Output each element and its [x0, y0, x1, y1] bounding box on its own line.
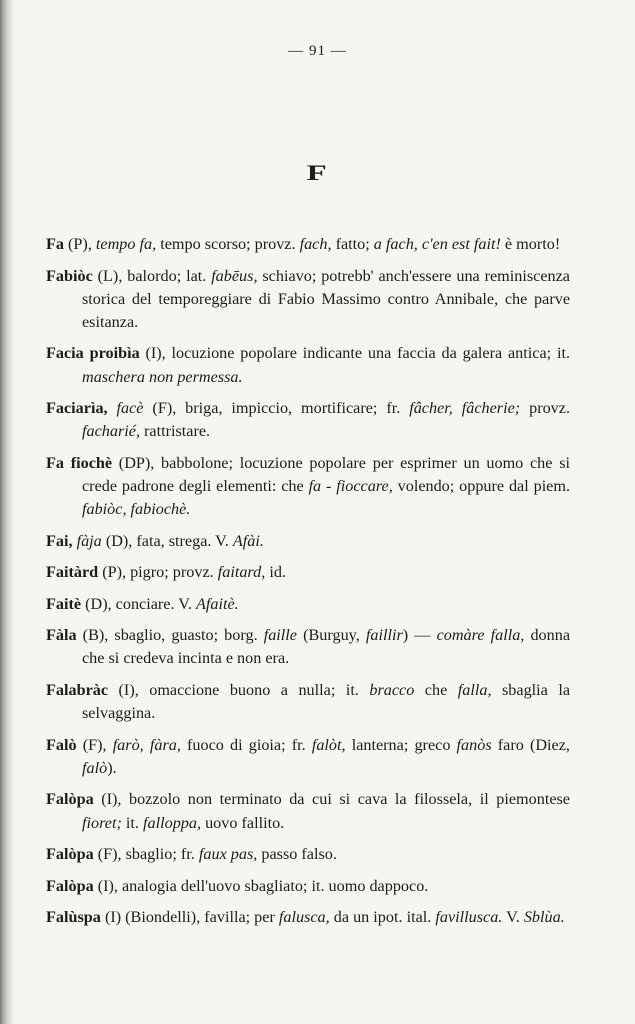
entry-italic-text: faitard, — [217, 563, 266, 582]
entry-text: (F), — [76, 735, 113, 754]
book-spine-shadow — [0, 0, 14, 1024]
entry-italic-text: a fach, c'en est fait! — [373, 235, 501, 253]
entry-text: (B), sbaglio, guasto; borg. — [76, 626, 264, 645]
entry-headword: Falòpa — [46, 845, 94, 864]
entry-italic-text: faille — [263, 626, 297, 645]
dictionary-entry — [46, 788, 570, 834]
entry-headword: Faitàrd — [46, 563, 99, 582]
dictionary-entry — [46, 624, 570, 670]
entry-italic-text: falò — [82, 758, 108, 777]
entry-headword: Fai, — [46, 531, 73, 550]
entry-text: (L), balordo; lat. — [92, 266, 212, 285]
entry-headword: Fàla — [46, 626, 77, 645]
entry-italic-text: fâcher, fâcherie; — [409, 399, 521, 418]
entry-italic-text: falusca, — [278, 908, 330, 927]
entry-text: (F), briga, impiccio, mortificare; fr. — [143, 399, 410, 418]
dictionary-entry — [46, 233, 570, 256]
entry-italic-text: tempo fa, — [95, 235, 157, 253]
entry-headword: Falabràc — [46, 680, 109, 699]
entry-text: V. — [502, 908, 524, 927]
entry-italic-text: fàja — [76, 531, 102, 550]
entry-text: (D), conciare. V. — [81, 594, 196, 613]
entry-text: volendo; oppure dal piem. — [392, 477, 571, 496]
dictionary-entry — [46, 530, 570, 553]
entry-italic-text: fabēus, — [211, 266, 258, 285]
entry-headword: Facia proibìa — [46, 344, 140, 363]
entry-italic-text: facè — [116, 399, 144, 418]
entry-text: fatto; — [331, 235, 374, 253]
entry-italic-text: falòt, — [311, 735, 346, 754]
entry-text: tempo scorso; provz. — [156, 235, 300, 253]
entry-italic-text: Sblùa. — [523, 908, 565, 927]
entry-italic-text: fabiòc, fabiochè. — [82, 500, 191, 519]
entry-text: (F), sbaglio; fr. — [93, 845, 199, 864]
dictionary-entry — [46, 906, 570, 929]
entry-headword: Faciarìa, — [46, 399, 108, 418]
dictionary-entry — [46, 397, 570, 443]
entry-text: è morto! — [500, 235, 561, 253]
entry-text — [108, 399, 117, 417]
entry-text: schiavo; potrebb' anch'essere una reminiscenza storica del temporeggiare di Fabio Massimo contro Annibale, che parve esitanza. — [82, 266, 570, 331]
entry-italic-text: falla, — [457, 680, 492, 699]
entry-headword: Fa fiochè — [46, 453, 113, 472]
entry-text: lanterna; greco — [345, 735, 457, 754]
dictionary-entry — [46, 875, 570, 898]
page-number: — 91 — — [288, 43, 347, 59]
entry-headword: Fa — [46, 235, 64, 253]
dictionary-entries — [46, 233, 570, 938]
entry-italic-text: faillir — [365, 626, 403, 645]
entry-text: (I), bozzolo non terminato da cui si cava la filossela, il piemontese — [93, 790, 570, 809]
entry-text: sbaglia la selvaggina. — [82, 680, 571, 723]
dictionary-entry — [46, 265, 570, 335]
dictionary-entry — [46, 561, 570, 584]
entry-text: (I), omaccione buono a nulla; it. — [108, 680, 370, 699]
entry-text: id. — [265, 563, 286, 582]
entry-text: (I), locuzione popolare indicante una faccia da galera antica; it. — [139, 344, 570, 363]
entry-text: (D), fata, strega. V. — [101, 531, 233, 550]
entry-text: (P), — [63, 235, 96, 253]
entry-italic-text: falloppa, — [143, 813, 202, 832]
entry-text: ) — — [402, 626, 437, 645]
entry-italic-text: maschera non permessa. — [82, 367, 243, 386]
entry-italic-text: farò, fàra, — [112, 735, 181, 754]
entry-italic-text: faux pas, — [198, 845, 258, 864]
entry-text: donna che si credeva incinta e non era. — [82, 626, 571, 668]
entry-text: passo falso. — [257, 845, 337, 864]
entry-text: it. — [121, 813, 144, 832]
entry-headword: Faitè — [46, 594, 82, 613]
entry-italic-text: favillusca. — [435, 908, 503, 927]
entry-text: ). — [107, 758, 117, 777]
dictionary-entry — [46, 452, 570, 522]
entry-text: da un ipot. ital. — [329, 908, 436, 927]
entry-headword: Falòpa — [46, 790, 94, 809]
dictionary-entry — [46, 679, 570, 725]
dictionary-entry — [46, 843, 570, 866]
entry-italic-text: fach, — [299, 235, 332, 253]
entry-headword: Falòpa — [46, 876, 94, 895]
entry-italic-text: fanòs — [456, 735, 492, 754]
entry-text: (DP), babbolone; locuzione popolare per esprimer un uomo che si crede padrone degli elementi: che — [82, 453, 570, 496]
entry-text: fuoco di gioia; fr. — [180, 735, 312, 754]
entry-text: faro (Diez, — [491, 735, 570, 754]
entry-italic-text: Afài. — [232, 531, 264, 550]
entry-italic-text: Afaitè. — [196, 594, 239, 613]
entry-headword: Fabiòc — [46, 266, 93, 285]
section-letter-heading: F — [306, 160, 329, 185]
entry-text: (Burguy, — [297, 626, 366, 645]
entry-text: rattristare. — [140, 422, 211, 441]
entry-text: (I) (Biondelli), favilla; per — [100, 908, 279, 927]
dictionary-entry — [46, 593, 570, 616]
entry-italic-text: fioret; — [82, 813, 122, 832]
entry-italic-text: comàre falla, — [436, 626, 525, 645]
entry-text: uovo fallito. — [201, 813, 285, 832]
entry-text: (I), analogia dell'uovo sbagliato; it. uomo dappoco. — [93, 876, 429, 895]
entry-text: che — [414, 680, 458, 699]
entry-text: provz. — [520, 399, 570, 418]
entry-italic-text: facharié, — [82, 422, 140, 441]
entry-headword: Falò — [46, 735, 77, 754]
dictionary-entry — [46, 734, 570, 780]
entry-italic-text: bracco — [369, 680, 415, 699]
dictionary-entry — [46, 342, 570, 388]
entry-text: (P), pigro; provz. — [98, 563, 218, 582]
entry-headword: Falùspa — [46, 908, 101, 927]
entry-italic-text: fa - fioccare, — [308, 477, 393, 496]
